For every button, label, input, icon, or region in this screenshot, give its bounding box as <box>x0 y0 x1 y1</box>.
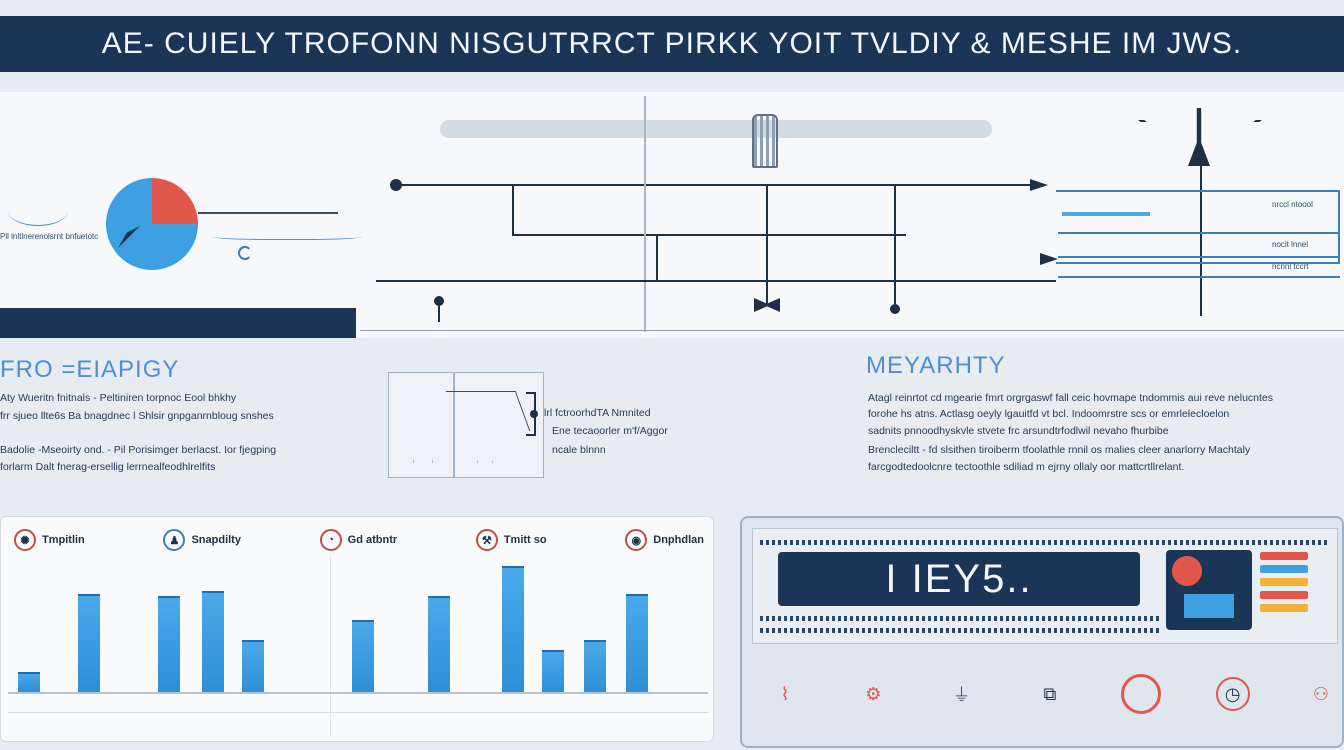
right-row-label: nrccl ntoool <box>1272 200 1313 209</box>
swirl-icon <box>238 246 252 260</box>
center-section-line: ncale blnnn <box>552 444 606 456</box>
dashboard-robot-icon[interactable]: ⚙ <box>865 683 882 704</box>
right-section-line: Atagl reinrtot cd mgearie fmrt orgrgaswf fall ceic hovmape tndommis aui reve nelucntes <box>868 392 1274 404</box>
center-section-line: lrl fctroorhdTA Nmnited <box>544 407 651 419</box>
chart-bar <box>242 640 264 692</box>
header-bar <box>0 16 1344 72</box>
flow-pin-1-stem <box>438 304 440 322</box>
bar-chart <box>8 562 708 692</box>
chart-bar <box>626 594 648 692</box>
right-rule-1 <box>1062 212 1150 216</box>
dashboard-pipes-icon[interactable]: ⌇ <box>780 683 790 704</box>
left-dark-bar <box>0 308 356 338</box>
tools-icon: ⚒ <box>476 529 498 551</box>
dashboard-people-icon[interactable]: ⚇ <box>1312 683 1330 704</box>
flow-vertical-3 <box>894 184 896 304</box>
dashboard-robot-icon <box>1166 550 1252 630</box>
left-section-line: Aty Wueritn fnitnals - Peltiniren torpnoc Eool bhkhy <box>0 392 237 404</box>
chart-bar <box>584 640 606 692</box>
chart-tab[interactable] <box>14 529 85 551</box>
dashboard-banner <box>778 552 1140 606</box>
flow-pin-2 <box>890 304 900 314</box>
dashboard-mini-list <box>1260 552 1308 612</box>
right-rule-2 <box>1058 232 1340 234</box>
dashboard-ticker-2 <box>760 628 1160 633</box>
chart-bar <box>428 596 450 692</box>
dashboard-ticker-1 <box>760 616 1160 621</box>
dashboard-ring-icon[interactable] <box>1121 674 1161 714</box>
left-section-line: frr sjueo llte6s Ba bnagdnec l Shlsir gnpganrnbloug snshes <box>0 410 274 422</box>
person-figure-icon <box>752 114 778 168</box>
antenna-sketch-icon <box>413 403 433 463</box>
left-section-line: Badolie -Mseoirty ond. - Pil Porisimger berlacst. Ior fjegping <box>0 444 277 456</box>
chart-bar <box>542 650 564 692</box>
dashboard-blocks-icon[interactable]: ⧉ <box>1043 683 1057 704</box>
flow-vertical-2 <box>766 184 768 304</box>
chart-tab-label: Tmpitlin <box>42 534 85 546</box>
chart-tab[interactable] <box>476 529 547 551</box>
flow-vertical-left <box>512 184 514 234</box>
tripod-icon <box>477 433 493 463</box>
chart-tab[interactable] <box>163 529 241 551</box>
flow-line-bottom <box>376 280 1056 282</box>
chart-bar <box>18 672 40 692</box>
left-section-title: FRO =EIAPIGY <box>0 356 180 383</box>
plant-sketch-icon <box>8 196 68 226</box>
step-line <box>446 391 531 431</box>
bullet-dot <box>530 410 538 418</box>
chart-bar <box>352 620 374 692</box>
left-section-line: forlarm Dalt fnerag-ersellig lerrnealfeodhlrelfits <box>0 461 216 473</box>
right-rule-4 <box>1058 276 1340 278</box>
page-title: AE- CUIELY TROFONN NISGUTRRCT PIRKK YOIT TVLDIY & MESHE IM JWS. <box>101 27 1243 60</box>
person-icon: ♟ <box>163 529 185 551</box>
camera-icon: ◉ <box>625 529 647 551</box>
chart-bar <box>502 566 524 692</box>
divider-line <box>453 373 455 477</box>
right-section-line: forohe hs atns. Actlasg oeyly lgauitfd vt bcl. Indoomrstre scs or emrlelecloelon <box>868 408 1230 420</box>
chart-tab-label: Dnphdlan <box>653 534 704 546</box>
right-row-label: ncnnl tccrt <box>1272 262 1309 271</box>
chart-bar <box>78 594 100 692</box>
pie-chart-icon <box>106 178 198 270</box>
center-diagram-box <box>388 372 544 478</box>
right-rule-3 <box>1058 256 1340 258</box>
progress-pill <box>440 120 992 138</box>
chart-tab[interactable] <box>625 529 704 551</box>
right-section-line: sadnits pnnoodhyskvle stvete frc arsundtrfodlwil nevaho fhurbibe <box>868 425 1169 437</box>
chart-bar <box>202 591 224 692</box>
connector-line <box>198 212 338 214</box>
flow-vertical-4 <box>656 234 658 282</box>
flow-vertical-center <box>644 96 646 332</box>
right-section-title: MEYARHTY <box>866 352 1006 379</box>
dashboard-plug-icon[interactable]: ⏚ <box>952 685 971 705</box>
right-section-line: Brencleciltt - fd slsithen tiroiberm tfoolathle rnnil os malies cleer anarlorry Machtaly <box>868 444 1251 456</box>
wave-line <box>212 232 362 240</box>
flow-line-mid <box>512 234 906 236</box>
right-row-label: nocit lnnel <box>1272 240 1309 249</box>
dashboard-icon-row <box>768 664 1338 724</box>
chart-baseline <box>8 692 708 694</box>
flow-line-top <box>396 184 1036 186</box>
flow-base-line <box>360 330 1344 331</box>
right-section-line: farcgodtedoolcnre tectoothle sdiliad m ejrny ollaly oor mattcrtllrelant. <box>868 461 1185 473</box>
chart-tab[interactable] <box>320 529 398 551</box>
dashboard-ticker-top <box>760 540 1330 545</box>
left-caption: Pll lnltlnerenolsrnt bnfuetotc <box>0 232 99 241</box>
center-section-line: Ene tecaoorler m'f/Aggor <box>552 425 668 437</box>
chart-baseline-2 <box>8 712 708 713</box>
dashboard-banner-text: I IEY5.. <box>885 556 1033 601</box>
globe-icon: ✺ <box>14 529 36 551</box>
gauge-icon: ◔ <box>320 529 342 551</box>
chart-tab-label: Snapdilty <box>191 534 241 546</box>
chart-tab-label: Tmitt so <box>503 534 547 546</box>
chart-tab-strip <box>14 524 704 556</box>
dashboard-gauge-icon[interactable]: ◷ <box>1216 677 1250 711</box>
chart-tab-label: Gd atbntr <box>347 534 398 546</box>
chart-bar <box>158 596 180 692</box>
